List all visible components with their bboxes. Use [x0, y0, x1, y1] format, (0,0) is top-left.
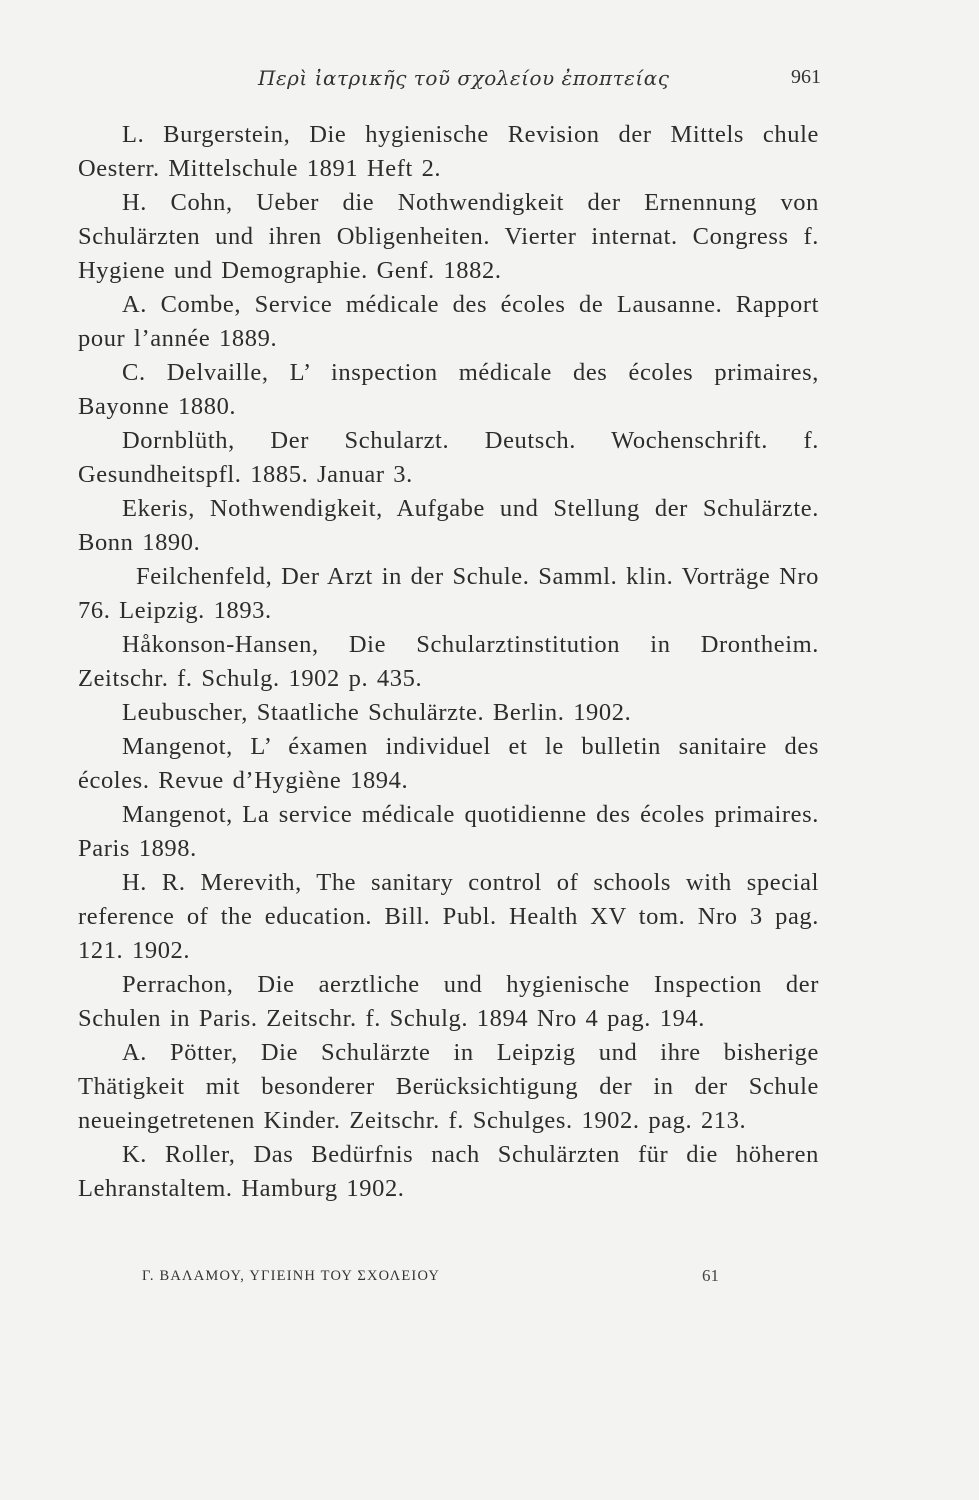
- page-footer: [0, 1268, 979, 1292]
- bibliography-entry: L. Burgerstein, Die hygienische Revision der Mittels chule Oesterr. Mittelschule 1891 Heft 2.: [78, 121, 819, 182]
- bibliography-entry: K. Roller, Das Bedürfnis nach Schulärzten für die höheren Lehranstaltem. Hamburg 1902.: [78, 1141, 819, 1202]
- signature-mark: Γ. ΒΑΛΑΜΟΥ, ΥΓΙΕΙΝΗ ΤΟΥ ΣΧΟΛΕΙΟΥ: [142, 1268, 441, 1284]
- bibliography-entry: A. Pötter, Die Schulärzte in Leipzig und ihre bisherige Thätigkeit mit besonderer Berücksichtigung der in der Schule neueingetretenen Kinder. Zeitschr. f. Schulges. 1902. pag. 213.: [78, 1039, 819, 1134]
- running-title: Περὶ ἰατρικῆς τοῦ σχολείου ἐποπτείας: [258, 66, 670, 90]
- bibliography-entry: Dornblüth, Der Schularzt. Deutsch. Wochenschrift. f. Gesundheitspfl. 1885. Januar 3.: [78, 427, 819, 488]
- bibliography-entry: H. Cohn, Ueber die Nothwendigkeit der Ernennung von Schulärzten und ihren Obligenheiten. Vierter internat. Congress f. Hygiene und Demographie. Genf. 1882.: [78, 189, 819, 284]
- bibliography-entry: Mangenot, L’ éxamen individuel et le bulletin sanitaire des écoles. Revue d’Hygiène 1894.: [78, 733, 819, 794]
- bibliography-entry: H. R. Merevith, The sanitary control of schools with special reference of the education. Bill. Publ. Health XV tom. Nro 3 pag. 121. 1902.: [78, 869, 819, 964]
- bibliography-entry: Feilchenfeld, Der Arzt in der Schule. Samml. klin. Vorträge Nro 76. Leipzig. 1893.: [78, 563, 819, 624]
- bibliography-entry: A. Combe, Service médicale des écoles de Lausanne. Rapport pour l’année 1889.: [78, 291, 819, 352]
- sheet-number: 61: [702, 1266, 719, 1285]
- bibliography-entry: Perrachon, Die aerztliche und hygienische Inspection der Schulen in Paris. Zeitschr. f. Schulg. 1894 Nro 4 pag. 194.: [78, 971, 819, 1032]
- bibliography-list: [78, 118, 819, 1206]
- bibliography-entry: Leubuscher, Staatliche Schulärzte. Berlin. 1902.: [122, 699, 632, 726]
- bibliography-entry: Mangenot, La service médicale quotidienne des écoles primaires. Paris 1898.: [78, 801, 819, 862]
- bibliography-entry: Ekeris, Nothwendigkeit, Aufgabe und Stellung der Schulärzte. Bonn 1890.: [78, 495, 819, 556]
- bibliography-entry: Håkonson-Hansen, Die Schularztinstitution in Drontheim. Zeitschr. f. Schulg. 1902 p. 435.: [78, 631, 819, 692]
- bibliography-entry: C. Delvaille, L’ inspection médicale des écoles primaires, Bayonne 1880.: [78, 359, 819, 420]
- running-head: [0, 66, 979, 96]
- page-number: 961: [791, 66, 821, 88]
